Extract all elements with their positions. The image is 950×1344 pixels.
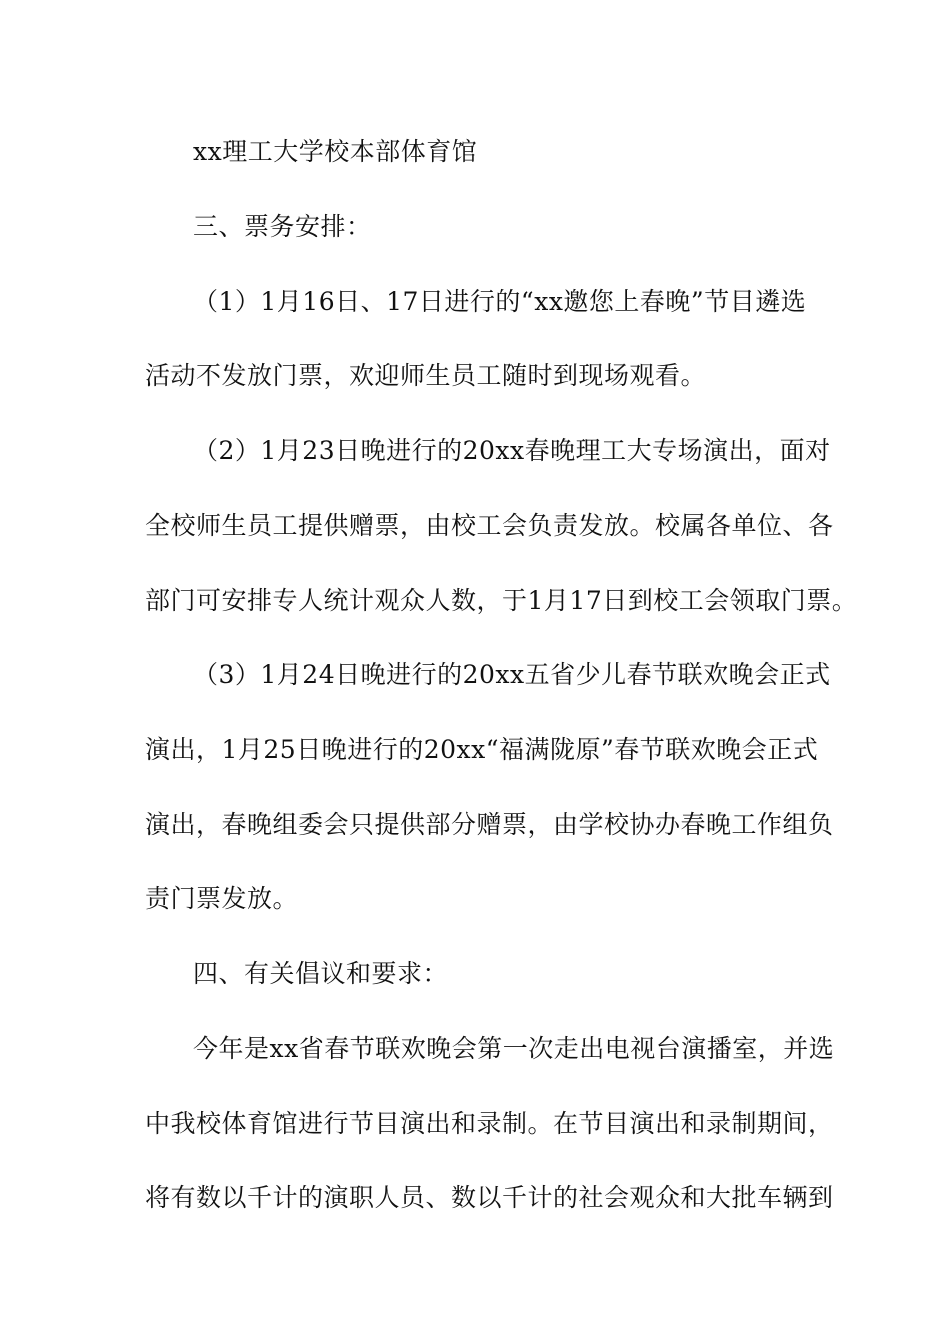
text-line: 责门票发放。 — [145, 884, 299, 913]
text-line: 演出，春晚组委会只提供部分赠票，由学校协办春晚工作组负 — [145, 810, 834, 839]
section-heading-3: 三、票务安排： — [193, 212, 372, 241]
text-line: 将有数以千计的演职人员、数以千计的社会观众和大批车辆到 — [145, 1183, 834, 1212]
text-line: （3）1月24日晚进行的20xx五省少儿春节联欢晚会正式 — [193, 660, 831, 689]
text-line: （1）1月16日、17日进行的“xx邀您上春晚”节目遴选 — [193, 287, 807, 316]
text-line: xx理工大学校本部体育馆 — [193, 137, 478, 166]
text-line: 部门可安排专人统计观众人数，于1月17日到校工会领取门票。 — [145, 586, 858, 615]
text-line: 活动不发放门票，欢迎师生员工随时到现场观看。 — [145, 361, 707, 390]
text-line: （2）1月23日晚进行的20xx春晚理工大专场演出，面对 — [193, 436, 831, 465]
section-heading-4: 四、有关倡议和要求： — [193, 959, 449, 988]
text-line: 中我校体育馆进行节目演出和录制。在节目演出和录制期间， — [145, 1109, 834, 1138]
text-line: 全校师生员工提供赠票，由校工会负责发放。校属各单位、各 — [145, 511, 834, 540]
text-line: 演出，1月25日晚进行的20xx“福满陇原”春节联欢晚会正式 — [145, 735, 819, 764]
text-line: 今年是xx省春节联欢晚会第一次走出电视台演播室，并选 — [193, 1034, 835, 1063]
